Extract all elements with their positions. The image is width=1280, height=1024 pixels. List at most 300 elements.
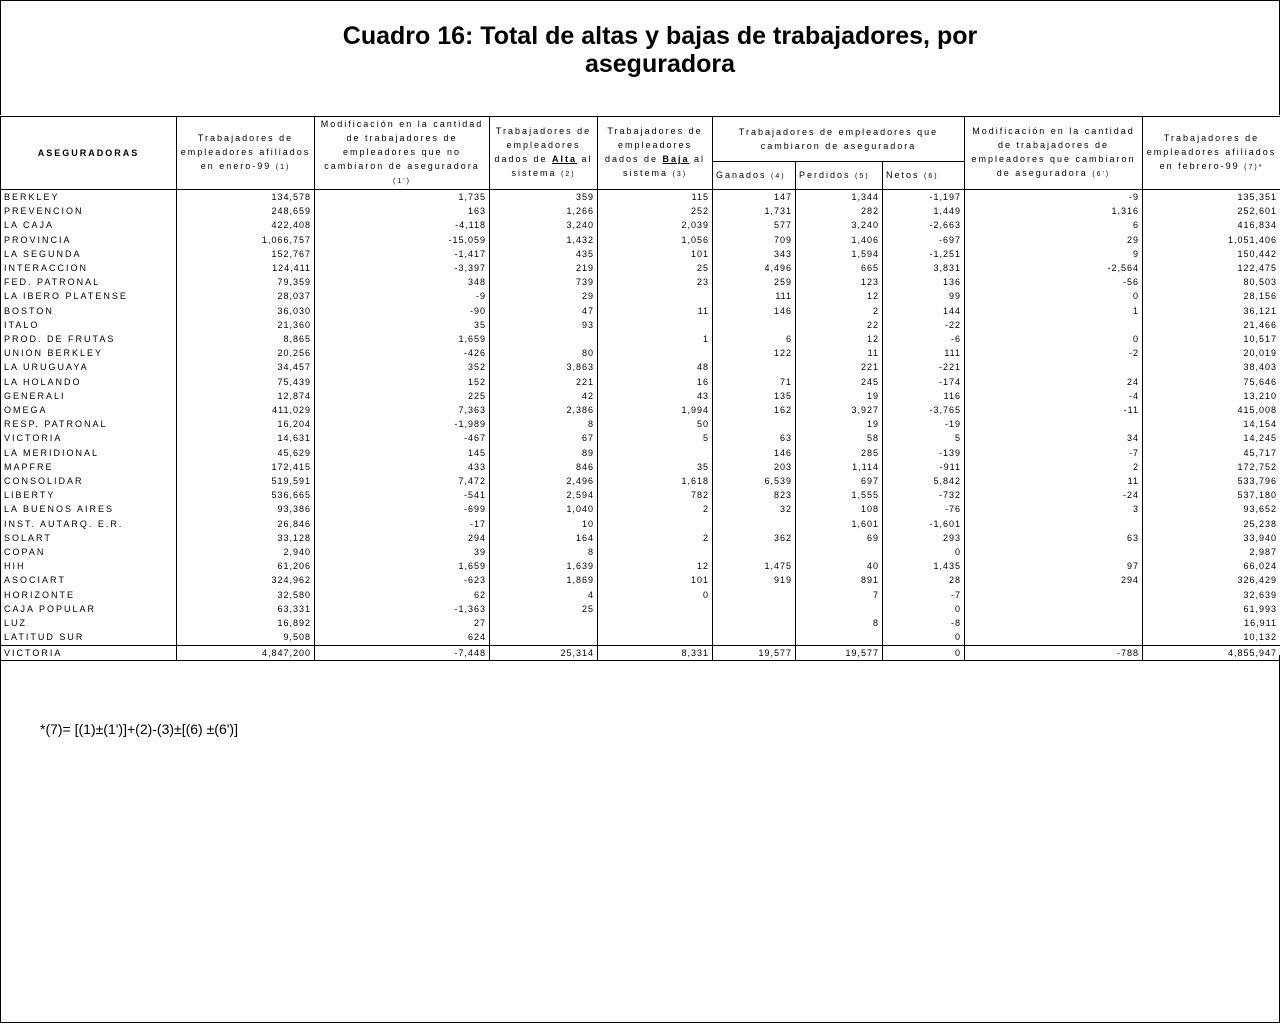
footer-frame	[0, 655, 1280, 1023]
value-cell: 221	[796, 360, 883, 374]
value-cell: 145	[315, 446, 490, 460]
value-cell: 42	[490, 389, 598, 403]
value-cell: 89	[490, 446, 598, 460]
value-cell: 16,204	[177, 417, 315, 431]
value-cell: 35	[598, 460, 713, 474]
value-cell: 25,314	[490, 645, 598, 660]
value-cell: 43	[598, 389, 713, 403]
value-cell: 122,475	[1143, 261, 1280, 275]
value-cell: 9,508	[177, 630, 315, 645]
value-cell: 25,238	[1143, 517, 1280, 531]
value-cell: 58	[796, 431, 883, 445]
value-cell: 14,245	[1143, 431, 1280, 445]
value-cell: 5,842	[883, 474, 965, 488]
aseguradora-name-cell: VICTORIA	[1, 645, 177, 660]
value-cell: 12	[598, 559, 713, 573]
value-cell: 343	[713, 247, 796, 261]
value-cell: 6,539	[713, 474, 796, 488]
value-cell: 80	[490, 346, 598, 360]
value-cell: 101	[598, 573, 713, 587]
value-cell: 1,051,406	[1143, 233, 1280, 247]
table-row	[1, 616, 1280, 630]
value-cell: 21,466	[1143, 318, 1280, 332]
value-cell: 3,831	[883, 261, 965, 275]
header-col6p: Modificación en la cantidad de trabajadores de empleadores que cambiaron de aseguradora (6')	[965, 117, 1143, 190]
value-cell	[965, 545, 1143, 559]
table-row	[1, 218, 1280, 232]
value-cell: 5	[883, 431, 965, 445]
aseguradora-name-cell: UNION BERKLEY	[1, 346, 177, 360]
value-cell: 3,927	[796, 403, 883, 417]
value-cell: -7,448	[315, 645, 490, 660]
aseguradora-name-cell: ITALO	[1, 318, 177, 332]
value-cell: 35	[315, 318, 490, 332]
value-cell	[598, 446, 713, 460]
value-cell: 32,580	[177, 588, 315, 602]
value-cell: 1,731	[713, 204, 796, 218]
value-cell	[713, 318, 796, 332]
value-cell: 47	[490, 304, 598, 318]
value-cell: 1,056	[598, 233, 713, 247]
value-cell: 172,415	[177, 460, 315, 474]
value-cell: 8	[796, 616, 883, 630]
value-cell: 93,652	[1143, 502, 1280, 516]
table-row	[1, 190, 1280, 205]
value-cell: 2	[598, 502, 713, 516]
value-cell: 11	[796, 346, 883, 360]
value-cell: 4,847,200	[177, 645, 315, 660]
value-cell	[598, 318, 713, 332]
value-cell: -1,197	[883, 190, 965, 205]
value-cell: 294	[315, 531, 490, 545]
value-cell: 75,439	[177, 375, 315, 389]
aseguradora-name-cell: LA IBERO PLATENSE	[1, 289, 177, 303]
value-cell: 219	[490, 261, 598, 275]
value-cell: 1,406	[796, 233, 883, 247]
value-cell: 29	[490, 289, 598, 303]
value-cell: 294	[965, 573, 1143, 587]
table-row	[1, 233, 1280, 247]
table-row	[1, 545, 1280, 559]
value-cell	[965, 588, 1143, 602]
value-cell	[965, 517, 1143, 531]
value-cell	[965, 360, 1143, 374]
value-cell: 0	[965, 289, 1143, 303]
table-row	[1, 488, 1280, 502]
value-cell: 0	[883, 630, 965, 645]
value-cell: -9	[965, 190, 1143, 205]
value-cell: 39	[315, 545, 490, 559]
value-cell: -7	[883, 588, 965, 602]
value-cell: 324,962	[177, 573, 315, 587]
table-row	[1, 261, 1280, 275]
value-cell: 0	[883, 602, 965, 616]
value-cell: -76	[883, 502, 965, 516]
value-cell: 1,114	[796, 460, 883, 474]
value-cell	[713, 616, 796, 630]
value-cell: 433	[315, 460, 490, 474]
value-cell: 225	[315, 389, 490, 403]
value-cell: 1	[965, 304, 1143, 318]
value-cell	[965, 616, 1143, 630]
aseguradora-name-cell: GENERALI	[1, 389, 177, 403]
value-cell: 697	[796, 474, 883, 488]
value-cell: 34	[965, 431, 1143, 445]
value-cell: 1,475	[713, 559, 796, 573]
value-cell: 4	[490, 588, 598, 602]
value-cell: 2,386	[490, 403, 598, 417]
value-cell: 782	[598, 488, 713, 502]
table-row	[1, 559, 1280, 573]
value-cell: 19	[796, 417, 883, 431]
value-cell: -2,663	[883, 218, 965, 232]
header-col3: Trabajadores de empleadores dados de Baja al sistema (3)	[598, 117, 713, 190]
value-cell: 45,717	[1143, 446, 1280, 460]
value-cell: 66,024	[1143, 559, 1280, 573]
page-title	[0, 22, 1280, 78]
value-cell: -623	[315, 573, 490, 587]
value-cell: 8,865	[177, 332, 315, 346]
value-cell: 422,408	[177, 218, 315, 232]
value-cell: -7	[965, 446, 1143, 460]
aseguradora-name-cell: LA CAJA	[1, 218, 177, 232]
header-group-cambiaron: Trabajadores de empleadores que cambiaron de aseguradora	[713, 117, 965, 162]
table-row	[1, 502, 1280, 516]
value-cell: 93,386	[177, 502, 315, 516]
value-cell: 97	[965, 559, 1143, 573]
value-cell: 20,256	[177, 346, 315, 360]
value-cell	[490, 616, 598, 630]
value-cell: 134,578	[177, 190, 315, 205]
aseguradora-name-cell: LA MERIDIONAL	[1, 446, 177, 460]
value-cell: 11	[598, 304, 713, 318]
value-cell: 359	[490, 190, 598, 205]
value-cell: 28,156	[1143, 289, 1280, 303]
table-row	[1, 304, 1280, 318]
value-cell: 919	[713, 573, 796, 587]
value-cell: 1,449	[883, 204, 965, 218]
value-cell: 2	[796, 304, 883, 318]
value-cell: 172,752	[1143, 460, 1280, 474]
value-cell: -3,397	[315, 261, 490, 275]
value-cell: 248,659	[177, 204, 315, 218]
value-cell: 135	[713, 389, 796, 403]
value-cell: 1,601	[796, 517, 883, 531]
value-cell: -4	[965, 389, 1143, 403]
value-cell: 38,403	[1143, 360, 1280, 374]
value-cell: 846	[490, 460, 598, 474]
table-row	[1, 531, 1280, 545]
aseguradora-name-cell: VICTORIA	[1, 431, 177, 445]
table-row	[1, 289, 1280, 303]
value-cell: 8,331	[598, 645, 713, 660]
value-cell: 221	[490, 375, 598, 389]
value-cell: 1,618	[598, 474, 713, 488]
value-cell: 285	[796, 446, 883, 460]
value-cell: 0	[883, 645, 965, 660]
title-line-1: Cuadro 16: Total de altas y bajas de trabajadores, por	[342, 22, 978, 50]
aseguradora-name-cell: LUZ	[1, 616, 177, 630]
value-cell	[965, 630, 1143, 645]
aseguradora-name-cell: BERKLEY	[1, 190, 177, 205]
value-cell: 7,472	[315, 474, 490, 488]
aseguradoras-table	[0, 116, 1280, 661]
value-cell	[713, 517, 796, 531]
value-cell: -2	[965, 346, 1143, 360]
value-cell: 8	[490, 417, 598, 431]
value-cell	[713, 588, 796, 602]
table-row	[1, 318, 1280, 332]
value-cell: 28	[883, 573, 965, 587]
value-cell: 326,429	[1143, 573, 1280, 587]
value-cell: 115	[598, 190, 713, 205]
value-cell: 536,665	[177, 488, 315, 502]
value-cell: -6	[883, 332, 965, 346]
aseguradora-name-cell: BOSTON	[1, 304, 177, 318]
value-cell: 14,631	[177, 431, 315, 445]
value-cell: -22	[883, 318, 965, 332]
value-cell: -467	[315, 431, 490, 445]
value-cell: 80,503	[1143, 275, 1280, 289]
value-cell: 0	[883, 545, 965, 559]
value-cell	[598, 602, 713, 616]
value-cell: -699	[315, 502, 490, 516]
value-cell	[598, 289, 713, 303]
value-cell: 1,659	[315, 332, 490, 346]
value-cell: 352	[315, 360, 490, 374]
value-cell: 1,735	[315, 190, 490, 205]
header-col1: Trabajadores de empleadores afiliados en enero-99 (1)	[177, 117, 315, 190]
value-cell: 1	[598, 332, 713, 346]
value-cell: 111	[713, 289, 796, 303]
table-row	[1, 346, 1280, 360]
value-cell: 1,994	[598, 403, 713, 417]
value-cell: -139	[883, 446, 965, 460]
value-cell: 27	[315, 616, 490, 630]
header-col2: Trabajadores de empleadores dados de Alta al sistema (2)	[490, 117, 598, 190]
table-row	[1, 431, 1280, 445]
value-cell: 2,987	[1143, 545, 1280, 559]
aseguradora-name-cell: OMEGA	[1, 403, 177, 417]
value-cell: 2,496	[490, 474, 598, 488]
value-cell	[713, 417, 796, 431]
value-cell	[598, 346, 713, 360]
value-cell: 0	[965, 332, 1143, 346]
table-row	[1, 630, 1280, 645]
table-body	[1, 190, 1280, 661]
value-cell: -24	[965, 488, 1143, 502]
value-cell: 146	[713, 446, 796, 460]
value-cell: 19	[796, 389, 883, 403]
aseguradora-name-cell: INTERACCION	[1, 261, 177, 275]
value-cell: 164	[490, 531, 598, 545]
value-cell	[796, 630, 883, 645]
value-cell: 71	[713, 375, 796, 389]
value-cell: 25	[598, 261, 713, 275]
value-cell: 152	[315, 375, 490, 389]
value-cell	[796, 545, 883, 559]
value-cell: 16,892	[177, 616, 315, 630]
value-cell: 79,359	[177, 275, 315, 289]
value-cell	[713, 360, 796, 374]
table-row	[1, 417, 1280, 431]
table-row	[1, 360, 1280, 374]
value-cell: 147	[713, 190, 796, 205]
value-cell: -3,765	[883, 403, 965, 417]
value-cell	[713, 545, 796, 559]
value-cell: 124,411	[177, 261, 315, 275]
value-cell: 709	[713, 233, 796, 247]
value-cell: 1,432	[490, 233, 598, 247]
value-cell: 62	[315, 588, 490, 602]
value-cell: 1,040	[490, 502, 598, 516]
value-cell: 50	[598, 417, 713, 431]
value-cell: -1,251	[883, 247, 965, 261]
aseguradora-name-cell: RESP. PATRONAL	[1, 417, 177, 431]
table-row	[1, 403, 1280, 417]
value-cell: 16	[598, 375, 713, 389]
value-cell: 19,577	[713, 645, 796, 660]
value-cell: 123	[796, 275, 883, 289]
table-row	[1, 460, 1280, 474]
value-cell: -1,989	[315, 417, 490, 431]
value-cell: -426	[315, 346, 490, 360]
value-cell: 116	[883, 389, 965, 403]
value-cell: 3	[965, 502, 1143, 516]
value-cell: -8	[883, 616, 965, 630]
value-cell: 1,066,757	[177, 233, 315, 247]
value-cell: 891	[796, 573, 883, 587]
value-cell: 1,639	[490, 559, 598, 573]
value-cell: 823	[713, 488, 796, 502]
value-cell: 8	[490, 545, 598, 559]
value-cell: 362	[713, 531, 796, 545]
table-row	[1, 389, 1280, 403]
value-cell: 2,940	[177, 545, 315, 559]
value-cell: 29	[965, 233, 1143, 247]
value-cell: 12,874	[177, 389, 315, 403]
value-cell: 108	[796, 502, 883, 516]
table-row	[1, 204, 1280, 218]
value-cell: -1,601	[883, 517, 965, 531]
value-cell: -11	[965, 403, 1143, 417]
aseguradora-name-cell: LA SEGUNDA	[1, 247, 177, 261]
value-cell: 2,039	[598, 218, 713, 232]
aseguradora-name-cell: LATITUD SUR	[1, 630, 177, 645]
value-cell: 14,154	[1143, 417, 1280, 431]
value-cell: 252,601	[1143, 204, 1280, 218]
value-cell: 16,911	[1143, 616, 1280, 630]
value-cell: 24	[965, 375, 1143, 389]
value-cell: 162	[713, 403, 796, 417]
value-cell: 19,577	[796, 645, 883, 660]
value-cell: 1,594	[796, 247, 883, 261]
value-cell: 3,240	[490, 218, 598, 232]
value-cell	[490, 630, 598, 645]
aseguradora-name-cell: MAPFRE	[1, 460, 177, 474]
value-cell: 577	[713, 218, 796, 232]
value-cell: 32,639	[1143, 588, 1280, 602]
value-cell: 1,344	[796, 190, 883, 205]
value-cell	[598, 545, 713, 559]
value-cell: 63,331	[177, 602, 315, 616]
value-cell: 45,629	[177, 446, 315, 460]
value-cell: 146	[713, 304, 796, 318]
value-cell: 10	[490, 517, 598, 531]
value-cell: -788	[965, 645, 1143, 660]
value-cell: 416,834	[1143, 218, 1280, 232]
value-cell: 5	[598, 431, 713, 445]
value-cell: -19	[883, 417, 965, 431]
value-cell: -2,564	[965, 261, 1143, 275]
value-cell: 3,863	[490, 360, 598, 374]
value-cell: 11	[965, 474, 1143, 488]
value-cell: 48	[598, 360, 713, 374]
header-perdidos: Perdidos (5)	[796, 162, 883, 190]
header-ganados: Ganados (4)	[713, 162, 796, 190]
value-cell: 2	[965, 460, 1143, 474]
aseguradora-name-cell: ASOCIART	[1, 573, 177, 587]
aseguradora-name-cell: CONSOLIDAR	[1, 474, 177, 488]
table-row	[1, 275, 1280, 289]
table-row	[1, 602, 1280, 616]
value-cell: 6	[713, 332, 796, 346]
value-cell: 61,993	[1143, 602, 1280, 616]
value-cell: 245	[796, 375, 883, 389]
value-cell: -4,118	[315, 218, 490, 232]
header-col1p: Modificación en la cantidad de trabajadores de empleadores que no cambiaron de aseguradora (1')	[315, 117, 490, 190]
value-cell: 2	[598, 531, 713, 545]
value-cell: 411,029	[177, 403, 315, 417]
value-cell: 259	[713, 275, 796, 289]
title-line-2: aseguradora	[584, 50, 736, 78]
value-cell	[598, 517, 713, 531]
value-cell: 36,121	[1143, 304, 1280, 318]
value-cell: 99	[883, 289, 965, 303]
value-cell: 665	[796, 261, 883, 275]
value-cell: -1,363	[315, 602, 490, 616]
header-netos: Netos (6)	[883, 162, 965, 190]
value-cell: 739	[490, 275, 598, 289]
aseguradora-name-cell: LA URUGUAYA	[1, 360, 177, 374]
value-cell: 21,360	[177, 318, 315, 332]
value-cell: 32	[713, 502, 796, 516]
value-cell: 63	[713, 431, 796, 445]
value-cell: 7,363	[315, 403, 490, 417]
value-cell: 152,767	[177, 247, 315, 261]
value-cell: 252	[598, 204, 713, 218]
value-cell: -697	[883, 233, 965, 247]
value-cell	[598, 630, 713, 645]
value-cell: 122	[713, 346, 796, 360]
aseguradora-name-cell: SOLART	[1, 531, 177, 545]
value-cell: 1,435	[883, 559, 965, 573]
value-cell: 75,646	[1143, 375, 1280, 389]
value-cell: -911	[883, 460, 965, 474]
value-cell: 163	[315, 204, 490, 218]
value-cell: 61,206	[177, 559, 315, 573]
value-cell: 144	[883, 304, 965, 318]
value-cell: 9	[965, 247, 1143, 261]
aseguradora-name-cell: HORIZONTE	[1, 588, 177, 602]
value-cell: 624	[315, 630, 490, 645]
value-cell: 25	[490, 602, 598, 616]
value-cell: 22	[796, 318, 883, 332]
header-aseguradoras: ASEGURADORAS	[1, 117, 177, 190]
value-cell: 12	[796, 332, 883, 346]
value-cell: -90	[315, 304, 490, 318]
value-cell	[598, 616, 713, 630]
